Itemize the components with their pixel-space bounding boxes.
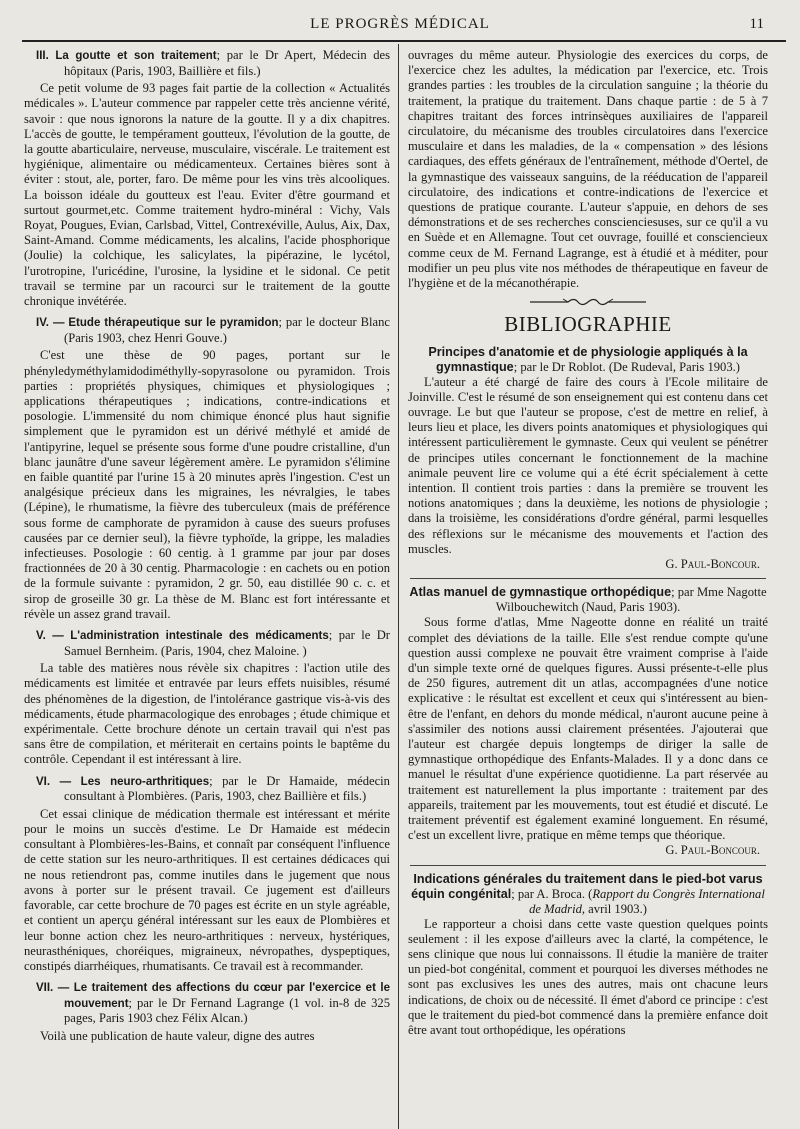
entry-body: Voilà une publication de haute valeur, digne des autres — [40, 1028, 315, 1043]
left-column — [24, 48, 390, 1119]
entry-byline: ; par le Dr Samuel Bernheim. (Paris, 1904, chez Maloine. ) — [64, 628, 390, 658]
entry-byline: ; par le Dr Apert, Médecin des hôpitaux (Paris, 1903, Baillière et fils.) — [64, 48, 390, 78]
entry-byline: ; par le Dr Hamaide, médecin consultant à Plombières. (Paris, 1903, chez Baillière et fils.) — [64, 773, 390, 804]
entry-body: C'est une thèse de 90 pages, portant sur le phényledyméthylamidodiméthylly-sopyrasolone ou pyramidon. Trois parties : propriétés physiques, chimiques et physiologiques ; applications thérapeutiques ; indications, contre-indications et posologie. L'immensité du nom chimique énoncé plus haut signifie simplement que le pyramidon est un dérivé méthylé et amidé de l'antipyrine, lequel se présente sous forme d'une poudre cristalline, d'un blanc jaunâtre d'une saveur légèrement amère. Le pyramidon s'élimine en faible quantité par l'urine 15 à 20 minutes après l'ingestion. C'est un analgésique précieux dans les migraines, les névralgies, le tabes (Lépine), le rhumatisme, la fièvre des tuberculeux (mais de préférence sous forme de camphorate de pyramidon à cause des sueurs profuses causées par ce dernier seul), la fièvre typhoïde, la grippe, les maladies infectieuses. Posologie : 60 centig. à 1 gramme par jour par doses fractionnées de 20 à 30 centig. Pharmacologie : en cachets ou en potion de la formule suivante : pyramidon, 2 gr. 50, eau distillée 90 c. c. et sirop de groseille 30 gr. La thèse de M. Blanc est fort intéressante et révèle un assez grand travail. — [24, 348, 390, 621]
book-byline: ; par Mme Nagotte Wilbouchewitch (Naud, Paris 1903). — [495, 585, 767, 615]
entry-body: Cet essai clinique de médication thermale est intéressant et mérite pour le moins un succès d'estime. Le Dr Hamaide est médecin consultant à Plombières-les-Bains, et connaît par conséquent l'influence de cette station sur les neuro-arthritiques. Il est certaines dédicaces qui ne nous retiendront pas, comme inutiles dans le jugement que nous avons à porter sur le présent travail. Ce jugement est d'ailleurs favorable, car cette brochure de 70 pages est écrite en un style agréable, et contient un aperçu général intéressant sur les eaux de Plombières et leur bonne action chez les neuro-arthritiques : nerveux, hystériques, neurasthéniques, choréiques, migraineux, névropathes, dyspeptiques, constipés diarrhéiques, rhumatisants. Ce travail est à recommander. — [24, 806, 390, 973]
entry-byline: ; par le docteur Blanc (Paris 1903, chez Henri Gouve.) — [64, 315, 390, 345]
entry-body: Ce petit volume de 93 pages fait partie de la collection « Actualités médicales ». L'auteur commence par rappeler cette très ancienne vérité, savoir : que nous ignorons la nature de la goutte. Il y a dix chapitres. L'accès de goutte, le tempérament goutteux, l'évolution de la goutte, de la goutte abarticulaire, nerveuse, musculaire, viscérale. Le traitement est hygiénique, alimentaire ou médicamenteux. Certaines bières sont à éviter : stout, ale, porter, faro. De même pour les vins très alcooliques. La boisson idéale du goutteux est l'eau. Eviter d'être gourmand et surtout gourmet,etc. Comme traitement hydro-minéral : Vichy, Vals Royat, Pougues, Evian, Carlsbad, Vittel, Contrexéville, Aulus, Aix, Dax, Saint-Amand. Comme médicaments, les alcalins, l'acide phosphorique (Joulie) la colchique, les salicylates, la pipérazine, le lycétol, l'urotropine, l'uricédine, l'urosine, la lysidine et le sidonal. Ce petit travail se termine par un racourci sur le traitement de la goutte chronique invétérée. — [24, 81, 390, 309]
review-entry-5 — [24, 628, 390, 768]
entry-title: Etude thérapeutique sur le pyramidon — [68, 317, 279, 330]
bibliography-entry-3 — [408, 872, 768, 1039]
section-heading: BIBLIOGRAPHIE — [504, 312, 672, 337]
page-number: 11 — [749, 16, 764, 32]
book-date: avril 1903.) — [585, 901, 647, 916]
entry-number: V. — — [36, 630, 64, 643]
entry-title: Le traitement des affections du cœur par l'exercice et le mouvement — [64, 982, 390, 1010]
book-body: Le rapporteur a choisi dans cette vaste question quelques points seulement : il les expose d'ailleurs avec la clarté, la compétence, le sens clinique que nous lui connaissons. Il étudie la manière de traiter un pied-bot congénital, comment et pourquoi les diverses méthodes ne sont pas exclusives les unes des autres, mais ont chacune leurs indications, de choix ou de nécessité. Il émet d'abord ce principe : c'est que le traitement du pied-bot commencé dans la première enfance doit être avant tout orthopédique, les opérations — [408, 916, 768, 1037]
entry-separator — [410, 865, 766, 866]
bibliography-entry-2 — [408, 585, 768, 865]
entry-number: III. — [36, 50, 49, 62]
book-title: Principes d'anatomie et de physiologie appliqués à la gymnastique — [428, 344, 748, 374]
book-body: L'auteur a été chargé de faire des cours à l'Ecole militaire de Joinville. C'est le résumé de son enseignement qui est contenu dans cet ouvrage. Le but que l'auteur se propose, c'est de mettre en relief, à leurs lieu et place, les divers points anatomiques et physiologiques qui intéressent particulièrement le gymnaste. Ceux qui veulent se pénétrer de principes utiles concernant le fonctionnement de la machine animale peuvent lire ce volume qui a été écrit spécialement à cette intention. Il contient trois parties : dans la première se trouvent les notions anatomiques ; dans la deuxième, les notions de physiologie ; dans la troisième, les considérations d'ordre général, parmi lesquelles des réflexions sur le mécanisme des mouvements et l'action des muscles. — [408, 374, 768, 556]
column-divider — [398, 44, 399, 1129]
continued-text: ouvrages du même auteur. Physiologie des exercices du corps, de l'exercice chez les adultes, la médication par l'exercice, etc. Trois grandes parties : les troubles de la circulation sanguine ; la théorie du traitement, la pratique du traitement. Dans chaque partie : de 5 à 7 chapitres traitant des forces intrinsèques auxiliaires de l'appareil circulatoire, du mécanisme des troubles circulatoires dans l'exercice musculaire et dans les maladies, de la « compensation » des lésions cardiaques, des effets généraux de l'entraînement, méthode d'Oertel, de la gymnastique des vaisseaux sanguins, de la rééducation de l'appareil circulatoire, des indications et contre-indications de l'exercice et questions de pratique courante. L'auteur s'appuie, en dehors de ses démonstrations et de ses recherches conscienciesuses, sur ce qu'il a vu en Suède et en Allemagne. Tout cet ouvrage, fouillé et consciencieux comme ceux de M. Fernand Lagrange, est à étudié et à méditer, pour modifier un peu plus vite nos méthodes de thérapeutique en faveur de l'hygiène et de la mécanothérapie. — [408, 48, 768, 291]
entry-number: IV. — — [36, 317, 65, 330]
right-column — [408, 48, 768, 1119]
entry-title: Les neuro-arthritiques — [80, 775, 210, 788]
running-head — [0, 14, 800, 36]
bibliography-entry-1 — [408, 345, 768, 580]
book-title: Atlas manuel de gymnastique orthopédique — [409, 585, 672, 600]
entry-separator — [410, 578, 766, 579]
entry-title: L'administration intestinale des médicaments — [70, 630, 329, 643]
book-byline: ; par A. Broca. ( — [511, 886, 593, 901]
entry-number: VII. — — [36, 982, 70, 995]
entry-byline: ; par le Dr Fernand Lagrange (1 vol. in-8 de 325 pages, Paris 1903 chez Félix Alcan.) — [64, 995, 390, 1026]
journal-title: LE PROGRÈS MÉDICAL — [310, 16, 490, 32]
reviewer-signature: G. Paul-Boncour. — [665, 557, 760, 572]
entry-number: VI. — — [36, 775, 72, 788]
reviewer-signature: G. Paul-Boncour. — [665, 843, 760, 858]
review-entry-7 — [24, 980, 390, 1044]
flourish-ornament — [408, 295, 768, 313]
entry-body: La table des matières nous révèle six chapitres : l'action utile des médicaments est limitée et entravée par leurs effets nuisibles, résumé des phénomènes de la digestion, de l'intolérance gastrique vis-à-vis des médicaments, étude pharmacologique des enrobages ; étude chimique et expérimentale. Cette brochure dénote un certain travail qui n'est pas sans être de compilation, et mériterait en certains points le baptême du contrôle. Cependant il est intéressant à lire. — [24, 661, 390, 767]
book-title: Indications générales du traitement dans le pied-bot varus équin congénital — [411, 871, 763, 901]
book-body: Sous forme d'atlas, Mme Nageotte donne en réalité un traité complet des déviations de la taille. Elle s'est rendue compte qu'une question aussi complexe ne pouvait être vraiment comprise à l'aide d'un simple texte orné de quelques figures. Aussi présente-t-elle plus de 250 figures, autrement dit un atlas, accompagnées d'une notice explicative : le résultat est excellent et ceux qui s'intéressent au bien-être de l'enfant, en dehors du monde médical, n'auront aucune peine à s'assimiler des notions aussi clairement présentées. J'ajouterai que l'auteur est chargée depuis longtemps de diriger la salle de gymnastique orthopédique des Enfants-Malades. Il y a donc dans ce manuel le résultat d'une expérience quotidienne. La part réservée au traitement est naturellement la plus importante : traitement par des appareils, traitement par les mouvements, tout est étudié et discuté. Le traitement préventif est également examiné longuement. En résumé, c'est un excellent livre, pratique en même temps que théorique. — [408, 615, 768, 843]
header-rule — [22, 40, 786, 42]
entry-title: La goutte et son traitement — [55, 50, 217, 62]
review-entry-6 — [24, 774, 390, 974]
review-entry-4 — [24, 315, 390, 622]
book-source: Rapport du Congrès International de Madrid, — [529, 886, 765, 916]
book-byline: ; par le Dr Roblot. (De Rudeval, Paris 1903.) — [513, 359, 740, 374]
review-entry-3 — [24, 48, 390, 309]
